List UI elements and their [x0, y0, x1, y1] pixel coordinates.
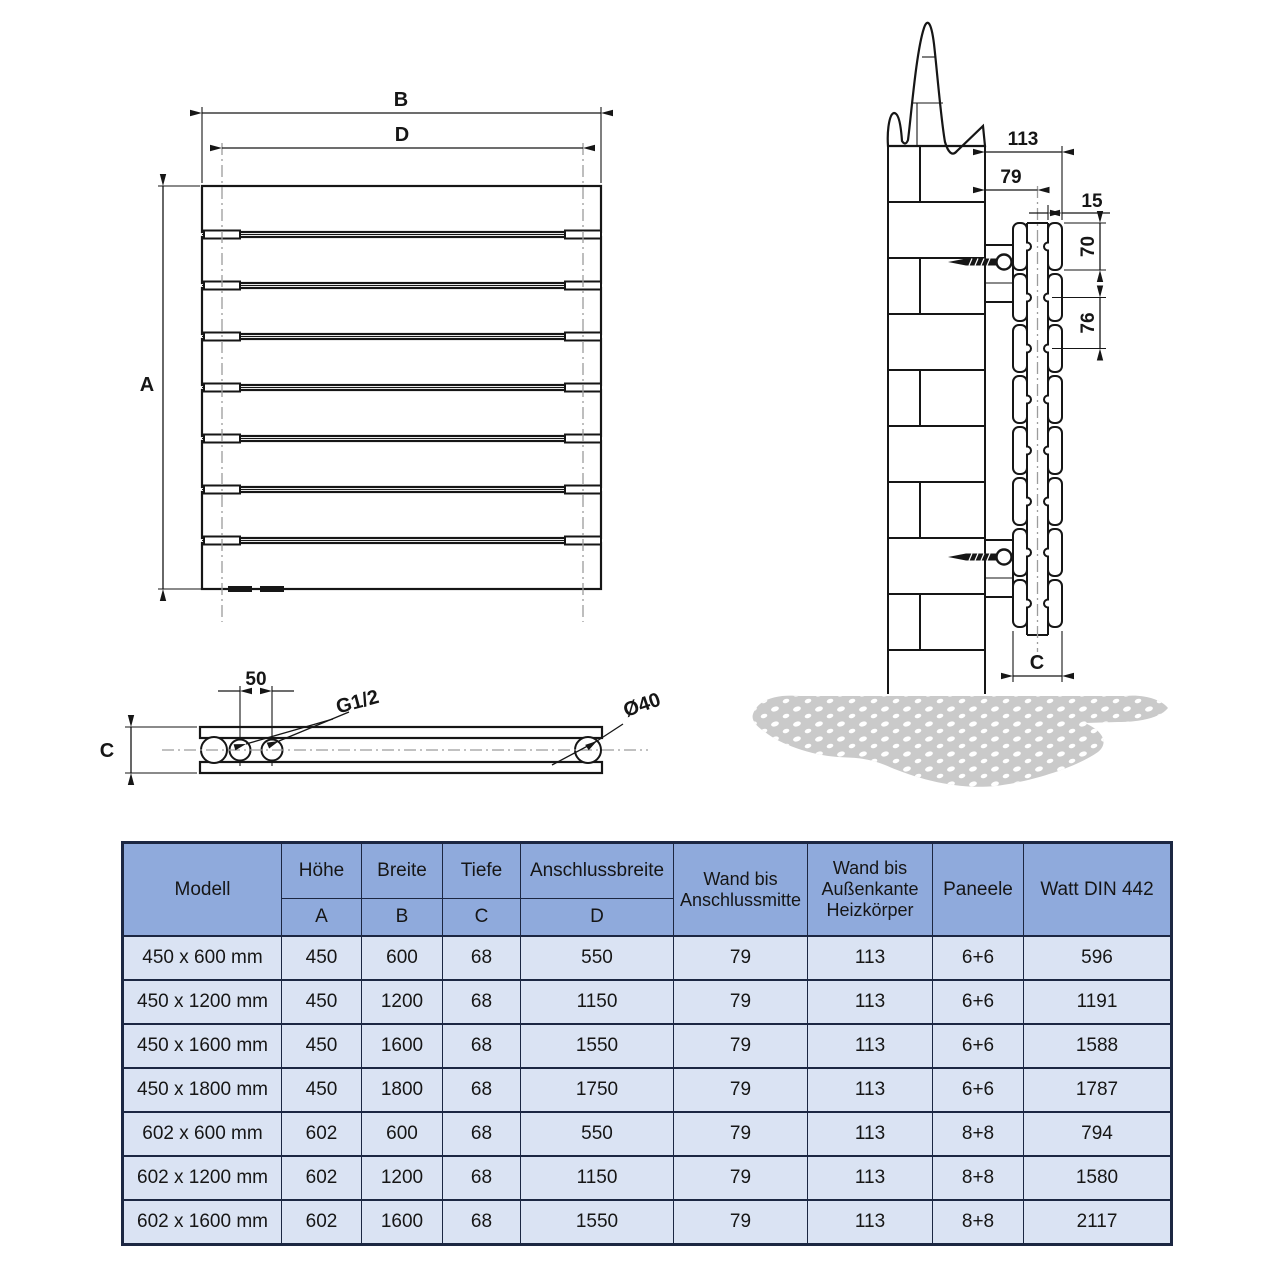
- brick-wall: [888, 146, 985, 694]
- cell-b: 600: [362, 936, 443, 980]
- cell-wand-aussen: 113: [808, 1112, 933, 1156]
- cell-watt: 794: [1024, 1112, 1172, 1156]
- cell-wand-mitte: 79: [674, 936, 808, 980]
- cell-paneele: 6+6: [933, 1024, 1024, 1068]
- cell-d: 1550: [521, 1200, 674, 1245]
- cell-b: 1600: [362, 1200, 443, 1245]
- cell-a: 450: [282, 936, 362, 980]
- cell-watt: 1191: [1024, 980, 1172, 1024]
- cell-a: 450: [282, 980, 362, 1024]
- cell-c: 68: [443, 936, 521, 980]
- cell-wand-mitte: 79: [674, 1156, 808, 1200]
- cell-watt: 2117: [1024, 1200, 1172, 1245]
- table-row: [123, 1156, 1172, 1200]
- col-header-wand-aussenkante: Wand bis Außenkante Heizkörper: [808, 843, 933, 937]
- dim-70: 70: [1078, 235, 1099, 258]
- dim-C-side: C: [1029, 652, 1045, 674]
- cell-a: 602: [282, 1200, 362, 1245]
- cell-d: 550: [521, 1112, 674, 1156]
- cell-b: 600: [362, 1112, 443, 1156]
- cell-d: 1150: [521, 1156, 674, 1200]
- cell-wand-mitte: 79: [674, 1112, 808, 1156]
- table-row: [123, 1112, 1172, 1156]
- side-view: [753, 23, 1168, 787]
- table-row: [123, 1200, 1172, 1245]
- cell-watt: 596: [1024, 936, 1172, 980]
- dim-76: 76: [1078, 312, 1099, 334]
- cell-modell: 602 x 1200 mm: [123, 1156, 282, 1200]
- cell-wand-aussen: 113: [808, 1024, 933, 1068]
- cell-c: 68: [443, 1024, 521, 1068]
- cell-watt: 1588: [1024, 1024, 1172, 1068]
- front-view: [140, 89, 601, 622]
- cell-a: 450: [282, 1068, 362, 1112]
- cell-d: 1750: [521, 1068, 674, 1112]
- cell-paneele: 8+8: [933, 1200, 1024, 1245]
- ground-hatch: [753, 696, 1168, 787]
- cell-a: 602: [282, 1156, 362, 1200]
- col-header-modell: Modell: [123, 843, 282, 937]
- cell-b: 1600: [362, 1024, 443, 1068]
- cell-modell: 602 x 1600 mm: [123, 1200, 282, 1245]
- dim-label-B: B: [393, 89, 409, 111]
- wall-break-line: [888, 23, 985, 154]
- dim-label-D: D: [394, 124, 410, 146]
- wall-bracket: [948, 540, 1013, 597]
- cell-wand-mitte: 79: [674, 980, 808, 1024]
- cell-c: 68: [443, 1200, 521, 1245]
- cell-c: 68: [443, 1156, 521, 1200]
- dim-79: 79: [1000, 167, 1022, 188]
- cell-modell: 602 x 600 mm: [123, 1112, 282, 1156]
- wall-bracket: [948, 245, 1013, 302]
- cell-modell: 450 x 600 mm: [123, 936, 282, 980]
- cell-paneele: 8+8: [933, 1156, 1024, 1200]
- cell-b: 1800: [362, 1068, 443, 1112]
- col-header-D: D: [521, 899, 674, 937]
- plan-view: [100, 669, 664, 773]
- cell-modell: 450 x 1800 mm: [123, 1068, 282, 1112]
- label-diameter-40: Ø40: [620, 688, 664, 722]
- cell-d: 1550: [521, 1024, 674, 1068]
- spec-table: [121, 841, 1173, 1246]
- col-header-paneele: Paneele: [933, 843, 1024, 937]
- radiator-profile: [1013, 186, 1062, 652]
- table-row: [123, 936, 1172, 980]
- col-header-B: B: [362, 899, 443, 937]
- cell-wand-aussen: 113: [808, 1156, 933, 1200]
- col-header-breite: Breite: [362, 843, 443, 899]
- cell-watt: 1787: [1024, 1068, 1172, 1112]
- cell-wand-aussen: 113: [808, 936, 933, 980]
- col-header-anschlussbreite: Anschlussbreite: [521, 843, 674, 899]
- col-header-watt: Watt DIN 442: [1024, 843, 1172, 937]
- cell-wand-aussen: 113: [808, 1200, 933, 1245]
- connection-stub: [260, 586, 284, 592]
- screw-icon: [948, 550, 1012, 565]
- cell-paneele: 8+8: [933, 1112, 1024, 1156]
- cell-wand-mitte: 79: [674, 1068, 808, 1112]
- cell-modell: 450 x 1200 mm: [123, 980, 282, 1024]
- label-G12: G1/2: [333, 685, 382, 719]
- col-header-hoehe: Höhe: [282, 843, 362, 899]
- cell-c: 68: [443, 1068, 521, 1112]
- dim-C-plan: C: [99, 740, 115, 762]
- table-row: [123, 1024, 1172, 1068]
- cell-d: 1150: [521, 980, 674, 1024]
- cell-watt: 1580: [1024, 1156, 1172, 1200]
- cell-paneele: 6+6: [933, 1068, 1024, 1112]
- screw-icon: [948, 255, 1012, 270]
- col-header-tiefe: Tiefe: [443, 843, 521, 899]
- dim-label-A: A: [139, 374, 155, 396]
- cell-wand-mitte: 79: [674, 1024, 808, 1068]
- dim-113: 113: [1007, 129, 1039, 150]
- col-header-C: C: [443, 899, 521, 937]
- table-row: [123, 980, 1172, 1024]
- cell-wand-aussen: 113: [808, 980, 933, 1024]
- cell-c: 68: [443, 980, 521, 1024]
- cell-a: 450: [282, 1024, 362, 1068]
- cell-modell: 450 x 1600 mm: [123, 1024, 282, 1068]
- cell-wand-mitte: 79: [674, 1200, 808, 1245]
- cell-b: 1200: [362, 1156, 443, 1200]
- cell-paneele: 6+6: [933, 980, 1024, 1024]
- cell-a: 602: [282, 1112, 362, 1156]
- col-header-A: A: [282, 899, 362, 937]
- connection-stub: [228, 586, 252, 592]
- col-header-wand-anschlussmitte: Wand bis Anschlussmitte: [674, 843, 808, 937]
- dim-15: 15: [1081, 191, 1103, 212]
- cell-d: 550: [521, 936, 674, 980]
- cell-b: 1200: [362, 980, 443, 1024]
- cell-wand-aussen: 113: [808, 1068, 933, 1112]
- table-row: [123, 1068, 1172, 1112]
- cell-paneele: 6+6: [933, 936, 1024, 980]
- dim-50: 50: [245, 669, 267, 690]
- cell-c: 68: [443, 1112, 521, 1156]
